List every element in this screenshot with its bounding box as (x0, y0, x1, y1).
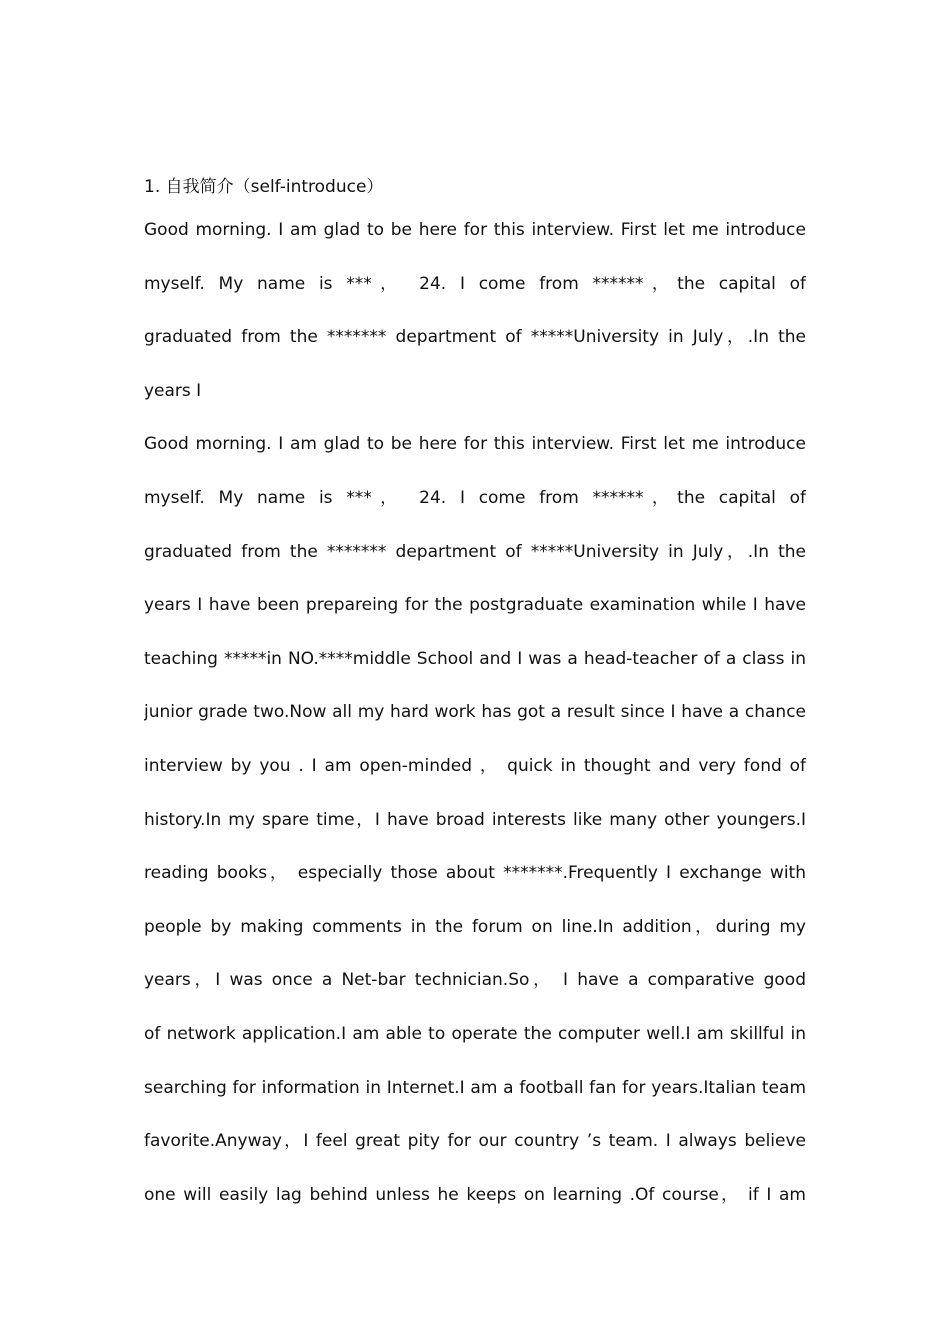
text-line: one will easily lag behind unless he keeps on learning .Of course， if I am (144, 1184, 806, 1205)
text-line: history.In my spare time，I have broad interests like many other youngers.I (144, 809, 806, 830)
text-line: teaching *****in NO.****middle School and I was a head-teacher of a class in (144, 648, 806, 669)
text-line: years I (144, 380, 202, 401)
text-line: interview by you . I am open-minded ， quick in thought and very fond of (144, 755, 806, 776)
text-line: people by making comments in the forum on line.In addition，during my (144, 916, 806, 937)
document-body (144, 170, 806, 1222)
text-line: Good morning. I am glad to be here for this interview. First let me introduce (144, 434, 806, 455)
text-line: of network application.I am able to operate the computer well.I am skillful in (144, 1023, 806, 1044)
text-line: years，I was once a Net-bar technician.So， I have a comparative good (144, 970, 806, 991)
text-line: myself. My name is ***， 24. I come from ******，the capital of (144, 273, 806, 294)
section-heading: 1. 自我简介（self-introduce） (144, 177, 384, 197)
text-line: myself. My name is ***， 24. I come from ******，the capital of (144, 487, 806, 508)
paragraph-intro-full (144, 418, 806, 1222)
text-line: searching for information in Internet.I am a football fan for years.Italian team (144, 1077, 806, 1098)
text-line: years I have been prepareing for the postgraduate examination while I have (144, 595, 806, 616)
text-line: junior grade two.Now all my hard work has got a result since I have a chance (144, 702, 806, 723)
text-line: favorite.Anyway，I feel great pity for our country ’s team. I always believe (144, 1131, 806, 1152)
text-line: graduated from the ******* department of *****University in July，.In the (144, 541, 806, 562)
paragraph-intro-partial (144, 204, 806, 418)
text-line: reading books， especially those about *******.Frequently I exchange with (144, 863, 806, 884)
text-line: graduated from the ******* department of *****University in July，.In the (144, 327, 806, 348)
text-line: Good morning. I am glad to be here for this interview. First let me introduce (144, 220, 806, 240)
